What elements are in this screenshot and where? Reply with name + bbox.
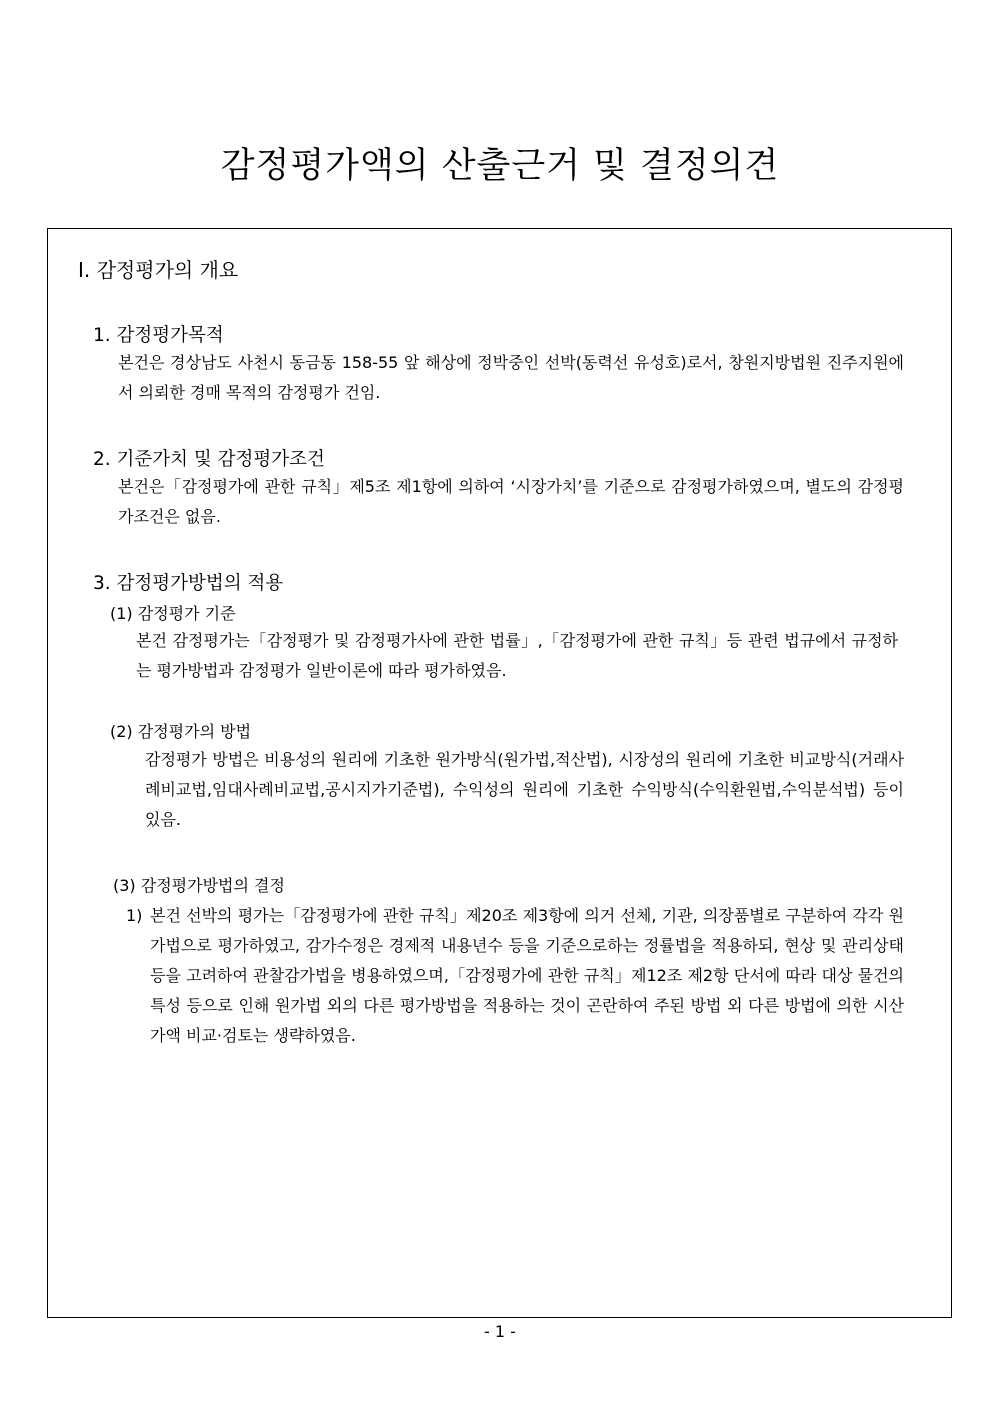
body-appraisal-purpose: 본건은 경상남도 사천시 동금동 158-55 앞 해상에 정박중인 선박(동력선 유성호)로서, 창원지방법원 진주지원에서 의뢰한 경매 목적의 감정평가 건임. bbox=[118, 353, 904, 402]
subheading-appraisal-standard: (1) 감정평가 기준 bbox=[110, 604, 236, 623]
heading-basis-of-value: 2. 기준가치 및 감정평가조건 bbox=[93, 449, 325, 470]
body-method-decision: 본건 선박의 평가는「감정평가에 관한 규칙」제20조 제3항에 의거 선체, 기관, 의장품별로 구분하여 각각 원가법으로 평가하였고, 감가수정은 경제적 내용년수 등을 기준으로하는 정률법을 적용하되, 현상 및 관리상태 등을 고려하여 관찰감가법을 병용하였으며,「감정평가에 관한 규칙」제12조 제2항 단서에 따라 대상 물건의 특성 등으로 인해 원가법 외의 다른 평가방법을 적용하는 것이 곤란하여 주된 방법 외 다른 방법에 의한 시산가액 비교·검토는 생략하였음. bbox=[150, 906, 904, 1045]
document-title: 감정평가액의 산출근거 및 결정의견 bbox=[220, 146, 780, 186]
subheading-appraisal-methods: (2) 감정평가의 방법 bbox=[110, 722, 252, 741]
content-frame bbox=[47, 228, 952, 1318]
section-heading-overview: Ⅰ. 감정평가의 개요 bbox=[78, 258, 239, 282]
heading-method-application: 3. 감정평가방법의 적용 bbox=[93, 573, 284, 594]
body-appraisal-methods: 감정평가 방법은 비용성의 원리에 기초한 원가방식(원가법,적산법), 시장성의 원리에 기초한 비교방식(거래사례비교법,임대사례비교법,공시지가기준법), 수익성의 원리에 기초한 수익방식(수익환원법,수익분석법) 등이 있음. bbox=[145, 750, 904, 829]
page-number: - 1 - bbox=[484, 1322, 516, 1341]
body-basis-of-value: 본건은「감정평가에 관한 규칙」제5조 제1항에 의하여 ‘시장가치’를 기준으로 감정평가하였으며, 별도의 감정평가조건은 없음. bbox=[118, 477, 904, 526]
subheading-method-decision: (3) 감정평가방법의 결정 bbox=[113, 876, 285, 895]
point-marker: 1) bbox=[126, 906, 143, 925]
body-appraisal-standard: 본건 감정평가는「감정평가 및 감정평가사에 관한 법률」,「감정평가에 관한 규칙」등 관련 법규에서 규정하는 평가방법과 감정평가 일반이론에 따라 평가하였음. bbox=[136, 631, 898, 680]
heading-appraisal-purpose: 1. 감정평가목적 bbox=[93, 325, 224, 346]
